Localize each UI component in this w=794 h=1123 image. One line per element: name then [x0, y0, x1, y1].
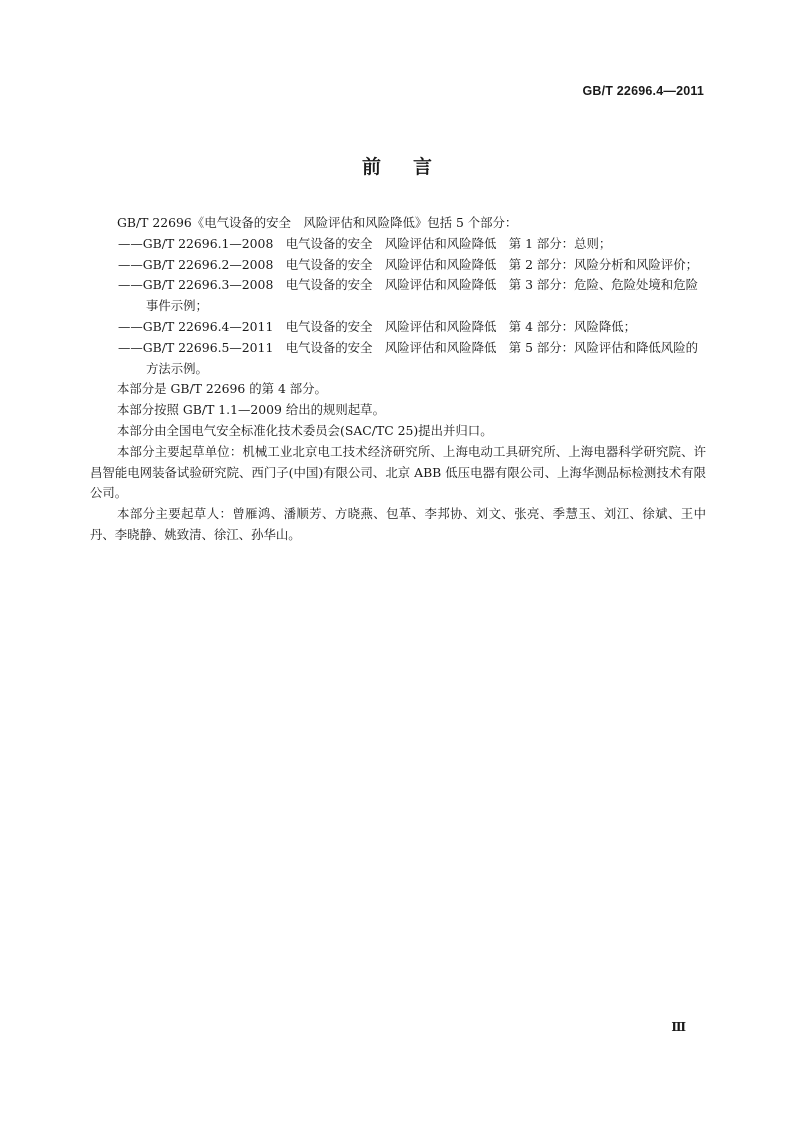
- intro-paragraph: GB/T 22696《电气设备的安全 风险评估和风险降低》包括 5 个部分：: [117, 215, 518, 230]
- part-list-item: ——GB/T 22696.2—2008 电气设备的安全 风险评估和风险降低 第 2 部分：风险分析和风险评价；: [118, 256, 698, 272]
- part-list-item: ——GB/T 22696.5—2011 电气设备的安全 风险评估和风险降低 第 5 部分：风险评估和降低风险的方法示例。: [118, 339, 698, 376]
- part-list-item: ——GB/T 22696.1—2008 电气设备的安全 风险评估和风险降低 第 1 部分：总则；: [118, 235, 612, 251]
- page-title: 前言: [361, 156, 464, 178]
- foreword-body: [90, 213, 706, 546]
- body-paragraph: 本部分按照 GB/T 1.1—2009 给出的规则起草。: [117, 402, 385, 418]
- drafters-paragraph: 本部分主要起草人：曾雁鸿、潘顺芳、方晓燕、包革、李邦协、刘文、张亮、季慧玉、刘江、徐斌、王中丹、李晓静、姚致清、徐江、孙华山。: [90, 506, 706, 542]
- part-list-item: ——GB/T 22696.4—2011 电气设备的安全 风险评估和风险降低 第 4 部分：风险降低；: [118, 318, 637, 334]
- part-list-item: ——GB/T 22696.3—2008 电气设备的安全 风险评估和风险降低 第 3 部分：危险、危险处境和危险事件示例；: [118, 277, 698, 314]
- page-number: Ⅲ: [671, 1020, 686, 1034]
- body-paragraph: 本部分由全国电气安全标准化技术委员会(SAC/TC 25)提出并归口。: [117, 422, 493, 438]
- body-paragraph: 本部分是 GB/T 22696 的第 4 部分。: [117, 381, 327, 397]
- drafting-units-paragraph: 本部分主要起草单位：机械工业北京电工技术经济研究所、上海电动工具研究所、上海电器科学研究院、许昌智能电网装备试验研究院、西门子(中国)有限公司、北京 ABB 低压电器有限公司、上海华测品标检测技术有限公司。: [90, 443, 706, 501]
- standard-code-header: GB/T 22696.4—2011: [582, 84, 704, 98]
